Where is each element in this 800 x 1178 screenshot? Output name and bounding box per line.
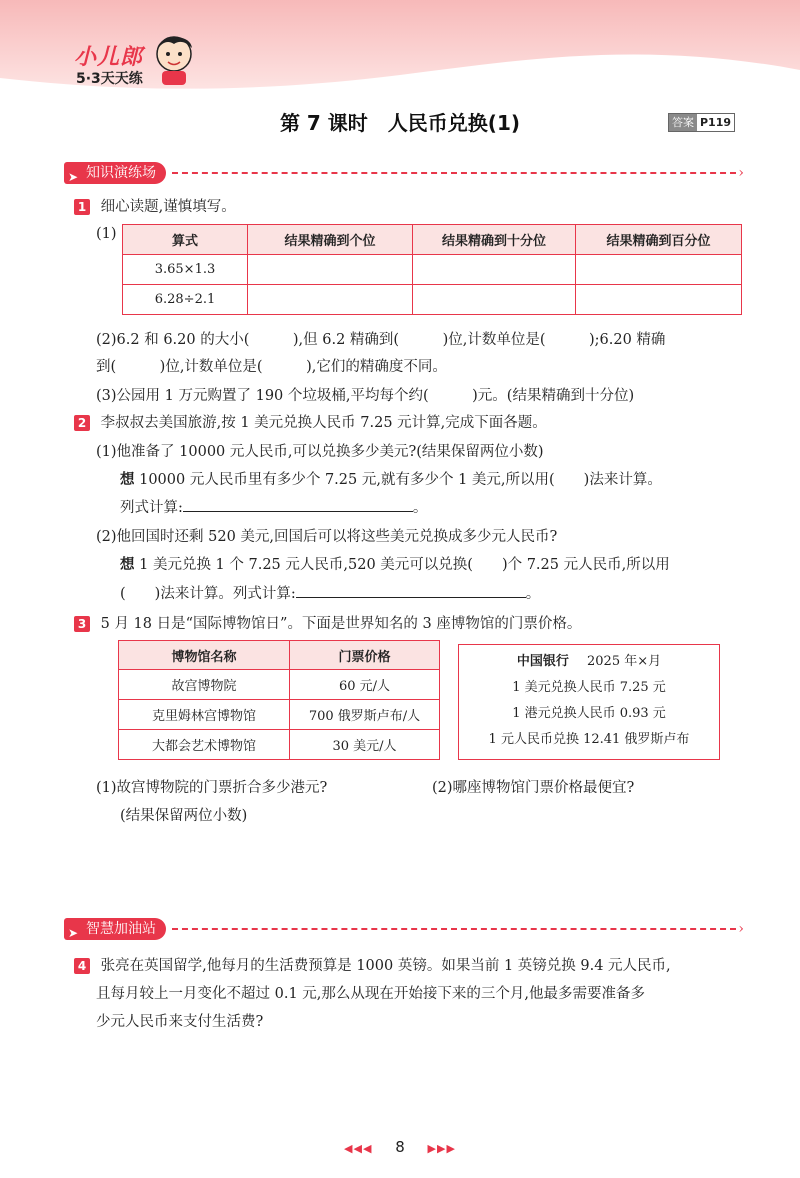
lesson-title: 第 7 课时 人民币兑换(1) (279, 111, 521, 135)
section-label: 智慧加油站 (86, 921, 156, 937)
arrow-icon: ➤ (68, 170, 79, 184)
rate-line: 1 美元兑换人民币 7.25 元 (512, 680, 666, 695)
answer-page: P119 (697, 114, 734, 131)
rate-line: 1 元人民币兑换 12.41 俄罗斯卢布 (488, 732, 690, 747)
q3-part2: (2)哪座博物馆门票价格最便宜? (432, 780, 635, 796)
bank-name: 中国银行 (516, 654, 569, 669)
table-cell: 3.65×1.3 (123, 255, 248, 285)
section-label: 知识演练场 (86, 165, 156, 181)
table-header: 结果精确到个位 (248, 225, 413, 255)
section-banner-challenge (64, 918, 744, 940)
question-text: 5 月 18 日是“国际博物馆日”。下面是世界知名的 3 座博物馆的门票价格。 (100, 616, 582, 632)
question-4-line3: 少元人民币来支付生活费? (96, 1014, 264, 1030)
question-text: 细心读题,谨慎填写。 (100, 199, 236, 215)
q2-part1-calc (120, 496, 427, 517)
section-banner-practice (64, 162, 744, 184)
bank-header (459, 649, 719, 675)
page-number: 8 (395, 1138, 405, 1156)
question-number: 3 (74, 616, 90, 632)
q1-part3: (3)公园用 1 万元购置了 190 个垃圾桶,平均每个约( )元。(结果精确到十分位) (96, 388, 635, 404)
question-4-line1 (74, 954, 671, 975)
answer-blank[interactable] (183, 497, 413, 512)
answer-reference[interactable] (668, 113, 735, 132)
chevron-right-icon: › (738, 921, 744, 937)
table-row (119, 730, 440, 760)
period: 。 (525, 586, 541, 602)
table-cell: 大都会艺术博物馆 (119, 730, 290, 760)
answer-blank[interactable] (296, 583, 526, 598)
q3-part1: (1)故宫博物院的门票折合多少港元? (96, 780, 328, 796)
table-row (123, 285, 742, 315)
answer-cell[interactable] (576, 255, 742, 285)
q1-part2-line1: (2)6.2 和 6.20 的大小( ),但 6.2 精确到( )位,计数单位是( );6.20 精确 (96, 332, 666, 348)
exchange-rate-box (458, 644, 720, 760)
table-cell: 30 美元/人 (290, 730, 440, 760)
precision-table (122, 224, 742, 315)
left-arrows-icon: ◀◀◀ (344, 1142, 373, 1155)
q2-part2: (2)他回国时还剩 520 美元,回国后可以将这些美元兑换成多少元人民币? (96, 529, 558, 545)
brand-subtitle: 5·3天天练 (76, 71, 143, 87)
museum-price-table (118, 640, 440, 760)
dash-divider (172, 928, 736, 930)
q2-part1: (1)他准备了 10000 元人民币,可以兑换多少美元?(结果保留两位小数) (96, 444, 544, 460)
question-number: 1 (74, 199, 90, 215)
hint-text: 1 美元兑换 1 个 7.25 元人民币,520 美元可以兑换( )个 7.25 元人民币,所以用 (139, 557, 670, 573)
question-text: 李叔叔去美国旅游,按 1 美元兑换人民币 7.25 元计算,完成下面各题。 (100, 415, 547, 431)
q2-part2-calc (120, 582, 540, 603)
question-2-title (74, 411, 547, 432)
boy-mascot-icon (150, 30, 198, 86)
q2-part2-hint (120, 553, 670, 574)
bank-date: 2025 年×月 (587, 654, 662, 669)
table-cell: 60 元/人 (290, 670, 440, 700)
answer-label: 答案 (669, 114, 697, 131)
table-cell: 克里姆林宫博物馆 (119, 700, 290, 730)
think-label: 想 (120, 556, 135, 573)
table-header: 博物馆名称 (119, 641, 290, 670)
right-arrows-icon: ▶▶▶ (427, 1142, 456, 1155)
question-4-line2: 且每月较上一月变化不超过 0.1 元,那么从现在开始接下来的三个月,他最多需要准备多 (96, 986, 645, 1002)
hint-text: 10000 元人民币里有多少个 7.25 元,就有多少个 1 美元,所以用( )法来计算。 (139, 472, 662, 488)
answer-cell[interactable] (576, 285, 742, 315)
table-cell: 故宫博物院 (119, 670, 290, 700)
table-row (123, 255, 742, 285)
dash-divider (172, 172, 736, 174)
q3-part1-note: (结果保留两位小数) (120, 808, 248, 824)
arrow-icon: ➤ (68, 926, 79, 940)
table-row (119, 700, 440, 730)
question-number: 2 (74, 415, 90, 431)
q2-part1-hint (120, 468, 662, 489)
think-label: 想 (120, 471, 135, 488)
q1-part2-line2: 到( )位,计数单位是( ),它们的精确度不同。 (96, 359, 447, 375)
answer-cell[interactable] (413, 255, 576, 285)
brand-logo: 小儿郎 (74, 45, 144, 70)
part-label: (1) (96, 226, 117, 242)
answer-cell[interactable] (248, 285, 413, 315)
answer-cell[interactable] (248, 255, 413, 285)
calc-label: 列式计算: (120, 500, 183, 516)
table-row (119, 670, 440, 700)
chevron-right-icon: › (738, 165, 744, 181)
answer-cell[interactable] (413, 285, 576, 315)
question-1-title (74, 195, 236, 216)
rate-line: 1 港元兑换人民币 0.93 元 (512, 706, 666, 721)
question-number: 4 (74, 958, 90, 974)
question-text: 张亮在英国留学,他每月的生活费预算是 1000 英镑。如果当前 1 英镑兑换 9.4 元人民币, (100, 958, 671, 974)
table-cell: 700 俄罗斯卢布/人 (290, 700, 440, 730)
table-cell: 6.28÷2.1 (123, 285, 248, 315)
table-header: 结果精确到十分位 (413, 225, 576, 255)
page-footer (0, 1138, 800, 1156)
table-header: 门票价格 (290, 641, 440, 670)
question-3-title (74, 612, 581, 633)
table-header: 结果精确到百分位 (576, 225, 742, 255)
period: 。 (412, 500, 428, 516)
hint-text: ( )法来计算。列式计算: (120, 586, 296, 602)
table-header: 算式 (123, 225, 248, 255)
